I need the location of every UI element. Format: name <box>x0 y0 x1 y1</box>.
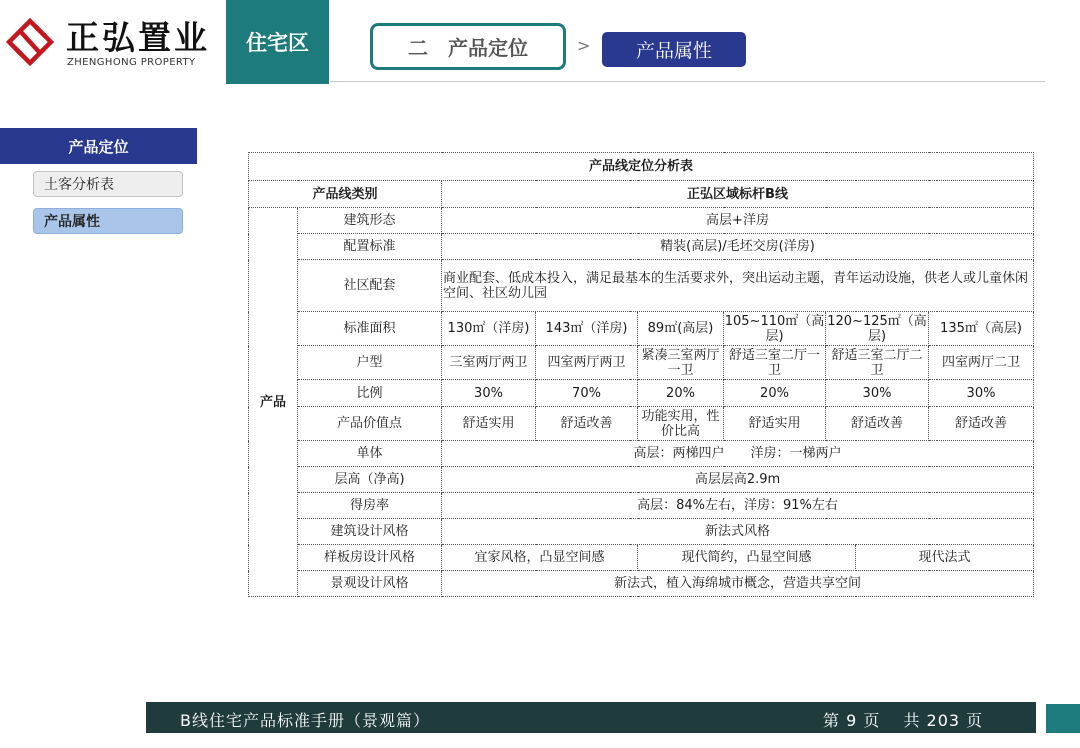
step-arrow-icon: > <box>577 36 591 55</box>
table-header-row <box>249 181 1034 208</box>
table-row <box>249 407 1034 441</box>
row-value: 新法式风格 <box>442 519 1034 545</box>
sidebar-item-product-attributes[interactable]: 产品属性 <box>33 208 183 234</box>
cell: 20% <box>638 380 724 407</box>
product-line-table <box>248 152 1034 597</box>
logo-mark-icon <box>6 18 54 66</box>
header-product-line: 正弘区域标杆B线 <box>442 181 1034 208</box>
cell: 30% <box>929 380 1034 407</box>
footer-accent <box>1046 704 1080 733</box>
header-category: 产品线类别 <box>249 181 442 208</box>
step-number: 二 <box>408 36 430 60</box>
footer-title: B线住宅产品标准手册（景观篇） <box>180 711 430 730</box>
table-row <box>249 545 1034 571</box>
cell: 紧凑三室两厅一卫 <box>638 346 724 380</box>
table-row <box>249 467 1034 493</box>
row-label: 样板房设计风格 <box>298 545 442 571</box>
sidebar-item-guest-analysis[interactable]: 土客分析表 <box>33 171 183 197</box>
table-title-row <box>249 153 1034 181</box>
row-label: 比例 <box>298 380 442 407</box>
cell: 143㎡（洋房) <box>536 312 638 346</box>
cell: 20% <box>724 380 826 407</box>
cell: 舒适改善 <box>826 407 929 441</box>
cell: 四室两厅二卫 <box>929 346 1034 380</box>
table-row <box>249 380 1034 407</box>
cell: 三室两厅两卫 <box>442 346 536 380</box>
cell: 105~110㎡（高层) <box>724 313 825 344</box>
section-tab-residential[interactable]: 住宅区 <box>226 0 329 84</box>
table-row <box>249 441 1034 467</box>
row-value: 新法式，植入海绵城市概念，营造共享空间 <box>442 571 1034 597</box>
table-row <box>249 571 1034 597</box>
sidebar-title: 产品定位 <box>0 128 197 164</box>
row-value: 高层：两梯四户 洋房：一梯两户 <box>442 441 1034 467</box>
row-label: 单体 <box>298 441 442 467</box>
page-indicator: 第 9 页 共 203 页 <box>823 711 984 730</box>
table-title: 产品线定位分析表 <box>249 153 1034 181</box>
row-label: 社区配套 <box>298 260 442 312</box>
step-label: 产品定位 <box>448 36 528 60</box>
company-logo <box>6 14 221 74</box>
footer-bar <box>146 702 1036 733</box>
cell: 舒适实用 <box>724 407 826 441</box>
cell: 30% <box>826 380 929 407</box>
logo-chinese-name: 正弘置业 <box>66 18 210 57</box>
table-row <box>249 346 1034 380</box>
cell: 宜家风格，凸显空间感 <box>442 545 638 571</box>
cell: 四室两厅两卫 <box>536 346 638 380</box>
row-label: 产品价值点 <box>298 407 442 441</box>
group-label: 产品 <box>249 208 298 597</box>
cell: 89㎡(高层) <box>638 312 724 346</box>
cell: 120~125㎡（高层) <box>827 313 927 344</box>
cell: 舒适三室二厅一卫 <box>724 346 826 380</box>
cell: 舒适改善 <box>536 407 638 441</box>
logo-english-name: ZHENGHONG PROPERTY <box>67 57 196 68</box>
step-product-attributes[interactable]: 产品属性 <box>602 32 746 67</box>
row-label: 层高（净高) <box>298 467 442 493</box>
step-product-positioning[interactable] <box>370 23 566 70</box>
cell: 30% <box>442 380 536 407</box>
row-value: 高层+洋房 <box>442 208 1034 234</box>
cell: 现代简约，凸显空间感 <box>638 545 856 571</box>
cell: 135㎡（高层) <box>929 312 1034 346</box>
row-label: 标准面积 <box>298 312 442 346</box>
table-row <box>249 208 1034 234</box>
row-label: 建筑设计风格 <box>298 519 442 545</box>
table-row <box>249 519 1034 545</box>
table-row <box>249 493 1034 519</box>
row-label: 得房率 <box>298 493 442 519</box>
table-row <box>249 312 1034 346</box>
row-value: 商业配套、低成本投入，满足最基本的生活要求外，突出运动主题，青年运动设施，供老人或儿童休闲空间、社区幼儿园 <box>442 260 1034 312</box>
cell: 功能实用，性价比高 <box>638 407 724 441</box>
row-label: 配置标准 <box>298 234 442 260</box>
cell: 70% <box>536 380 638 407</box>
row-label: 建筑形态 <box>298 208 442 234</box>
cell: 130㎡（洋房) <box>442 312 536 346</box>
cell: 舒适实用 <box>442 407 536 441</box>
row-value: 高层层高2.9m <box>442 467 1034 493</box>
row-label: 景观设计风格 <box>298 571 442 597</box>
row-value: 高层：84%左右，洋房：91%左右 <box>442 493 1034 519</box>
row-label: 户型 <box>298 346 442 380</box>
table-row <box>249 234 1034 260</box>
header-divider <box>330 81 1045 82</box>
cell: 舒适改善 <box>929 407 1034 441</box>
cell: 现代法式 <box>856 545 1034 571</box>
row-value: 精装(高层)/毛坯交房(洋房) <box>442 234 1034 260</box>
cell: 舒适三室二厅二卫 <box>826 346 929 380</box>
table-row <box>249 260 1034 312</box>
